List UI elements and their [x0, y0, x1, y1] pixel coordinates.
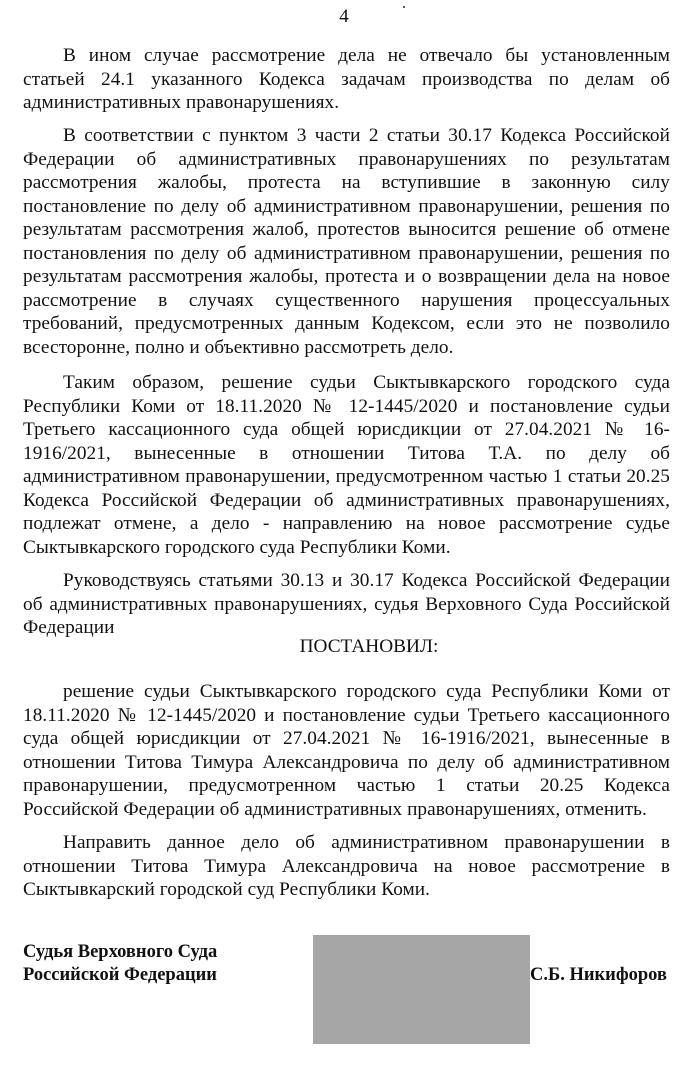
resolution-cancel-paragraph: решение судьи Сыктывкарского городского суда Республики Коми от 18.11.2020 № 12-1445/2020 и постановление судьи Третьего кассационного суда общей юрисдикции от 27.04.2021 № 16-1916/2021, вынесенные в отношении Титова Тимура Александровича по делу об административном правонарушении, предусмотренном частью 1 статьи 20.25 Кодекса Российской Федерации об административных правонарушениях, отменить.: [23, 681, 670, 820]
judge-title-line1: Судья Верховного Суда: [23, 942, 218, 962]
page-number: 4: [339, 6, 349, 27]
judge-title-line2: Российской Федерации: [23, 965, 217, 985]
judge-title: [23, 941, 217, 987]
paragraph-article-30-17: В соответствии с пунктом 3 части 2 статьи 30.17 Кодекса Российской Федерации об административных правонарушениях по результатам рассмотрения жалобы, протеста на вступившие в законную силу постановление по делу об административном правонарушении, решения по результатам рассмотрения жалоб, протестов выносится решение об отмене постановления по делу об административном правонарушении, решения по результатам рассмотрения жалобы, протеста и о возвращении дела на новое рассмотрение в случаях существенного нарушения процессуальных требований, предусмотренных данным Кодексом, если это не позволило всесторонне, полно и объективно рассмотреть дело.: [23, 125, 670, 358]
scan-speck: [403, 6, 405, 8]
paragraph-conclusion: Таким образом, решение судьи Сыктывкарского городского суда Республики Коми от 18.11.2020 № 12-1445/2020 и постановление судьи Третьего кассационного суда общей юрисдикции от 27.04.2021 № 16-1916/2021, вынесенные в отношении Титова Т.А. по делу об административном правонарушении, предусмотренном частью 1 статьи 20.25 Кодекса Российской Федерации об административных правонарушениях, подлежат отмене, а дело - направлению на новое рассмотрение судье Сыктывкарского городского суда Республики Коми.: [23, 372, 670, 558]
judge-name: С.Б. Никифоров: [530, 965, 667, 985]
resolution-heading: ПОСТАНОВИЛ:: [299, 636, 439, 657]
paragraph-article-24-1: В ином случае рассмотрение дела не отвечало бы установленным статьей 24.1 указанного Кодекса задачам производства по делам об административных правонарушениях.: [23, 45, 670, 113]
paragraph-guided-by: Руководствуясь статьями 30.13 и 30.17 Кодекса Российской Федерации об административных правонарушениях, судья Верховного Суда Российской Федерации: [23, 570, 670, 638]
redacted-signature-block: [313, 935, 530, 1044]
resolution-direct-paragraph: Направить данное дело об административном правонарушении в отношении Титова Тимура Александровича на новое рассмотрение в Сыктывкарский городской суд Республики Коми.: [23, 832, 670, 900]
